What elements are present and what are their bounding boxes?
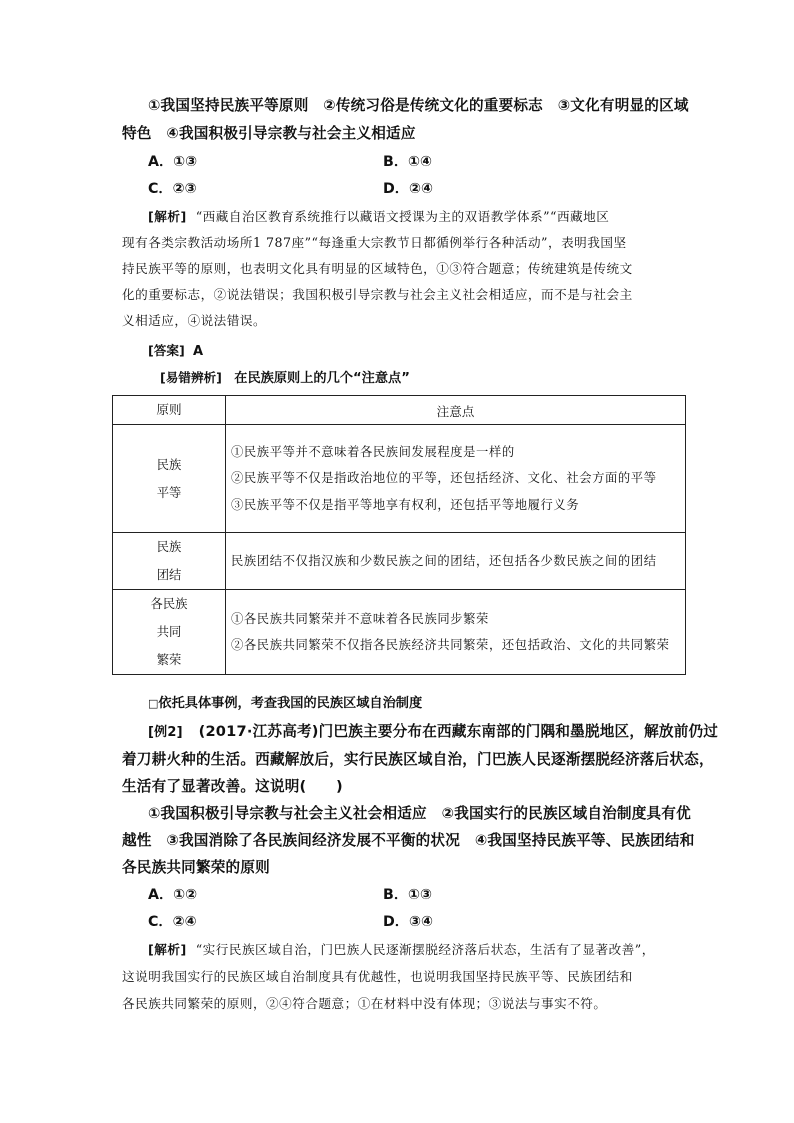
q1-analysis-line3: 持民族平等的原则，也表明文化具有明显的区域特色，①③符合题意；传统建筑是传统文	[122, 261, 633, 276]
q2-line3: 生活有了显著改善。这说明( )	[122, 778, 343, 795]
principle-name-line: 民族	[156, 540, 182, 554]
principle-name-line: 团结	[156, 568, 182, 582]
q1-analysis-text1: “西藏自治区教育系统推行以藏语文授课为主的双语教学体系”“西藏地区	[195, 209, 610, 224]
note-item: ②民族平等不仅是指政治地位的平等，还包括经济、文化、社会方面的平等	[231, 471, 657, 486]
q1-analysis-line2: 现有各类宗教活动场所1 787座”“每逢重大宗教节日都循例举行各种活动”，表明我国坚	[122, 235, 627, 250]
q2-statement-line1: ①我国积极引导宗教与社会主义社会相适应 ②我国实行的民族区域自治制度具有优	[148, 805, 691, 822]
q1-analysis-line4: 化的重要标志，②说法错误；我国积极引导宗教与社会主义社会相适应，而不是与社会主	[122, 287, 633, 302]
tip-title: 在民族原则上的几个“注意点”	[234, 371, 410, 386]
principle-name-line: 民族	[156, 457, 182, 472]
q2-analysis-line2: 这说明我国实行的民族区域自治制度具有优越性，也说明我国坚持民族平等、民族团结和	[122, 969, 633, 984]
q1-answer-value: A	[192, 344, 204, 359]
tip-heading	[160, 368, 410, 389]
table-row	[113, 590, 686, 675]
q1-analysis-line5: 义相适应，④说法错误。	[122, 313, 267, 328]
principle-name-line: 各民族	[150, 597, 188, 611]
principles-table	[112, 395, 686, 675]
note-item: ①民族平等并不意味着各民族间发展程度是一样的	[231, 444, 515, 459]
note-item: ①各民族共同繁荣并不意味着各民族同步繁荣	[231, 611, 489, 626]
q1-analysis-label: [解析]	[148, 209, 187, 224]
principle-name	[113, 590, 226, 675]
principle-name-line: 繁荣	[156, 653, 182, 667]
q2-analysis-line1	[148, 940, 655, 960]
principle-notes	[226, 425, 686, 533]
q1-statement-line2: 特色 ④我国积极引导宗教与社会主义相适应	[122, 125, 416, 142]
q2-statement-line3: 各民族共同繁荣的原则	[122, 859, 270, 876]
section-title: 依托具体事例，考查我国的民族区域自治制度	[158, 696, 423, 711]
q2-analysis-label: [解析]	[148, 942, 187, 957]
q1-option-d: D．②④	[383, 181, 433, 197]
note-item: ③民族平等不仅是指平等地享有权利，还包括平等地履行义务	[231, 497, 580, 512]
q2-option-a: A．①②	[148, 887, 198, 903]
principle-notes	[226, 590, 686, 675]
principle-name	[113, 533, 226, 590]
table-header-row	[113, 396, 686, 425]
section-heading	[148, 694, 422, 714]
principle-name-line: 平等	[156, 485, 182, 500]
table-row	[113, 425, 686, 533]
q2-line2: 着刀耕火种的生活。西藏解放后，实行民族区域自治，门巴族人民逐渐摆脱经济落后状态，	[122, 751, 714, 768]
note-item: ②各民族共同繁荣不仅指各民族经济共同繁荣，还包括政治、文化的共同繁荣	[231, 638, 670, 652]
note-item: 民族团结不仅指汉族和少数民族之间的团结，还包括各少数民族之间的团结	[231, 553, 657, 568]
q2-label: [例2]	[148, 725, 183, 740]
q2-analysis-text1: “实行民族区域自治，门巴族人民逐渐摆脱经济落后状态，生活有了显著改善”，	[195, 942, 655, 957]
header-principle: 原则	[113, 396, 226, 425]
q2-option-c: C．②④	[148, 914, 197, 930]
principle-name	[113, 425, 226, 533]
q2-statement-line2: 越性 ③我国消除了各民族间经济发展不平衡的状况 ④我国坚持民族平等、民族团结和	[122, 832, 695, 849]
principle-name-line: 共同	[156, 625, 182, 639]
q2-line1	[148, 722, 718, 743]
header-notes: 注意点	[226, 396, 686, 425]
bullet-icon: □	[148, 697, 159, 710]
q2-option-d: D．③④	[383, 914, 433, 930]
q1-option-b: B．①④	[383, 154, 433, 170]
q1-answer-label: [答案]	[148, 343, 185, 358]
table-row	[113, 533, 686, 590]
q1-statement-line1: ①我国坚持民族平等原则 ②传统习俗是传统文化的重要标志 ③文化有明显的区域	[148, 97, 689, 114]
principle-notes	[226, 533, 686, 590]
q1-option-c: C．②③	[148, 181, 197, 197]
q2-analysis-line3: 各民族共同繁荣的原则，②④符合题意；①在材料中没有体现；③说法与事实不符。	[122, 996, 607, 1011]
q1-analysis-line1	[148, 207, 609, 227]
q2-text1: (2017·江苏高考)门巴族主要分布在西藏东南部的门隅和墨脱地区，解放前仍过	[198, 723, 719, 740]
q2-option-b: B．①③	[383, 887, 433, 903]
q1-option-a: A．①③	[148, 154, 198, 170]
tip-label: [易错辨析]	[160, 370, 222, 385]
q1-answer	[148, 341, 203, 362]
